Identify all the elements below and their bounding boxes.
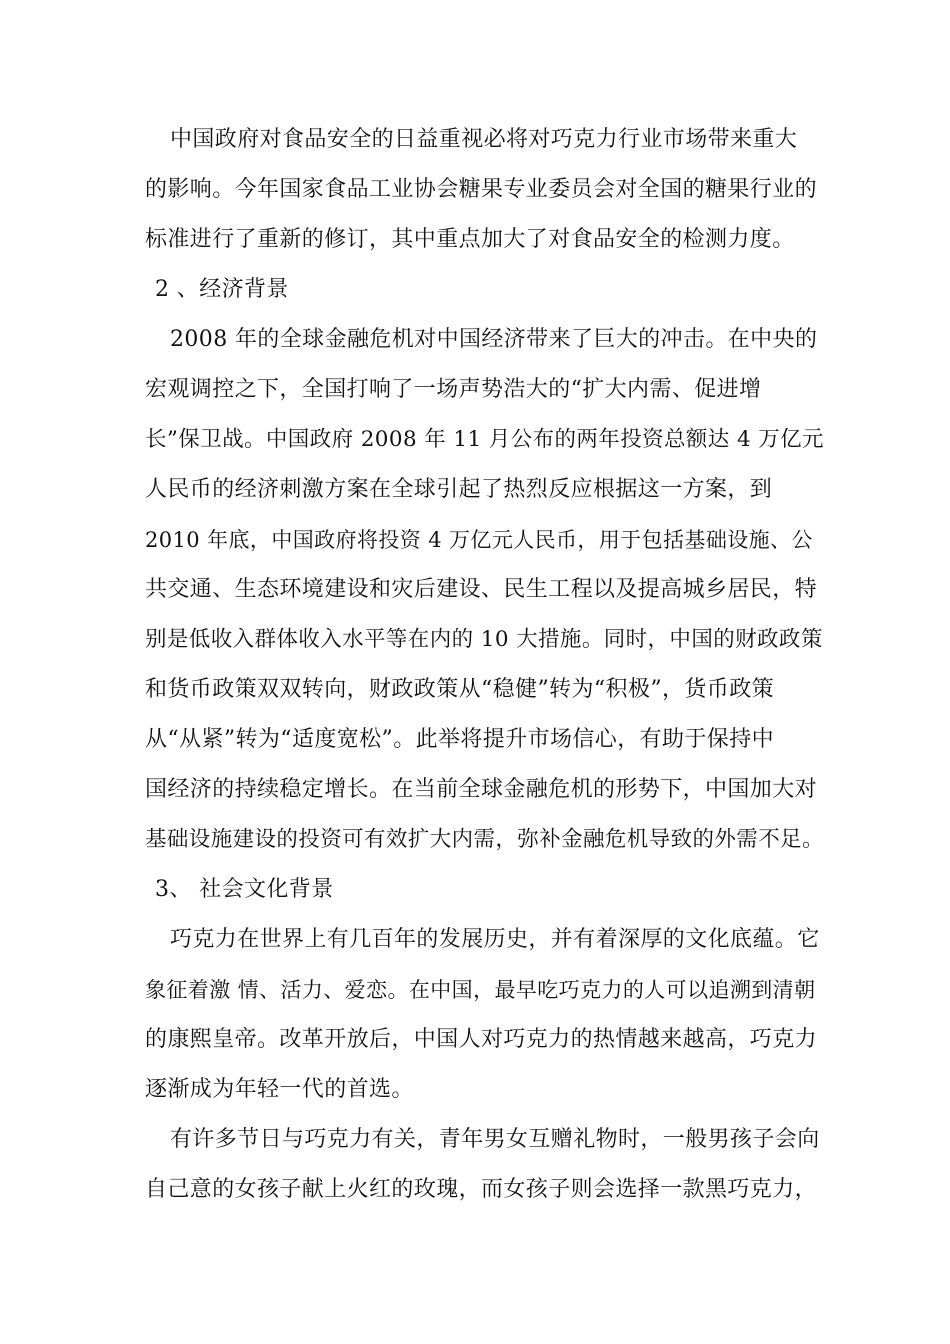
paragraph-line: 2010 年底，中国政府将投资 4 万亿元人民币，用于包括基础设施、公: [145, 528, 813, 552]
paragraph-line: 和货币政策双双转向，财政政策从“稳健”转为“积极”，货币政策: [145, 677, 774, 702]
paragraph-line: 巧克力在世界上有几百年的发展历史，并有着深厚的文化底蕴。它: [170, 927, 820, 952]
paragraph-line: 国经济的持续稳定增长。在当前全球金融危机的形势下，中国加大对: [145, 777, 818, 802]
paragraph-line: 基础设施建设的投资可有效扩大内需，弥补金融危机导致的外需不足。: [145, 827, 824, 852]
paragraph-line: 2008 年的全球金融危机对中国经济带来了巨大的冲击。在中央的: [170, 327, 818, 352]
paragraph-line: 的影响。今年国家食品工业协会糖果专业委员会对全国的糖果行业的: [145, 177, 818, 202]
paragraph-line: 逐渐成为年轻一代的首选。: [145, 1077, 414, 1102]
section-heading: 2 、经济背景: [155, 277, 289, 302]
section-heading: 3、 社会文化背景: [155, 877, 334, 902]
paragraph-line: 自己意的女孩子献上火红的玫瑰，而女孩子则会选择一款黑巧克力，: [145, 1177, 818, 1202]
paragraph-line: 宏观调控之下，全国打响了一场声势浩大的“扩大内需、促进增: [145, 377, 762, 402]
paragraph-line: 有许多节日与巧克力有关，青年男女互赠礼物时，一般男孩子会向: [170, 1127, 820, 1152]
paragraph-line: 标准进行了重新的修订，其中重点加大了对食品安全的检测力度。: [145, 227, 795, 252]
paragraph-line: 人民币的经济刺激方案在全球引起了热烈反应根据这一方案，到: [145, 477, 773, 502]
paragraph-line: 的康熙皇帝。改革开放后，中国人对巧克力的热情越来越高，巧克力: [145, 1027, 818, 1052]
paragraph-line: 长”保卫战。中国政府 2008 年 11 月公布的两年投资总额达 4 万亿元: [145, 427, 824, 452]
paragraph-line: 象征着激 情、活力、爱恋。在中国，最早吃巧克力的人可以追溯到清朝: [145, 978, 816, 1002]
paragraph-line: 别是低收入群体收入水平等在内的 10 大措施。同时，中国的财政政策: [145, 627, 823, 652]
paragraph-line: 从“从紧”转为“适度宽松”。此举将提升市场信心，有助于保持中: [145, 727, 774, 752]
paragraph-line: 中国政府对食品安全的日益重视必将对巧克力行业市场带来重大: [170, 127, 798, 152]
paragraph-line: 共交通、生态环境建设和灾后建设、民生工程以及提高城乡居民，特: [145, 577, 818, 602]
